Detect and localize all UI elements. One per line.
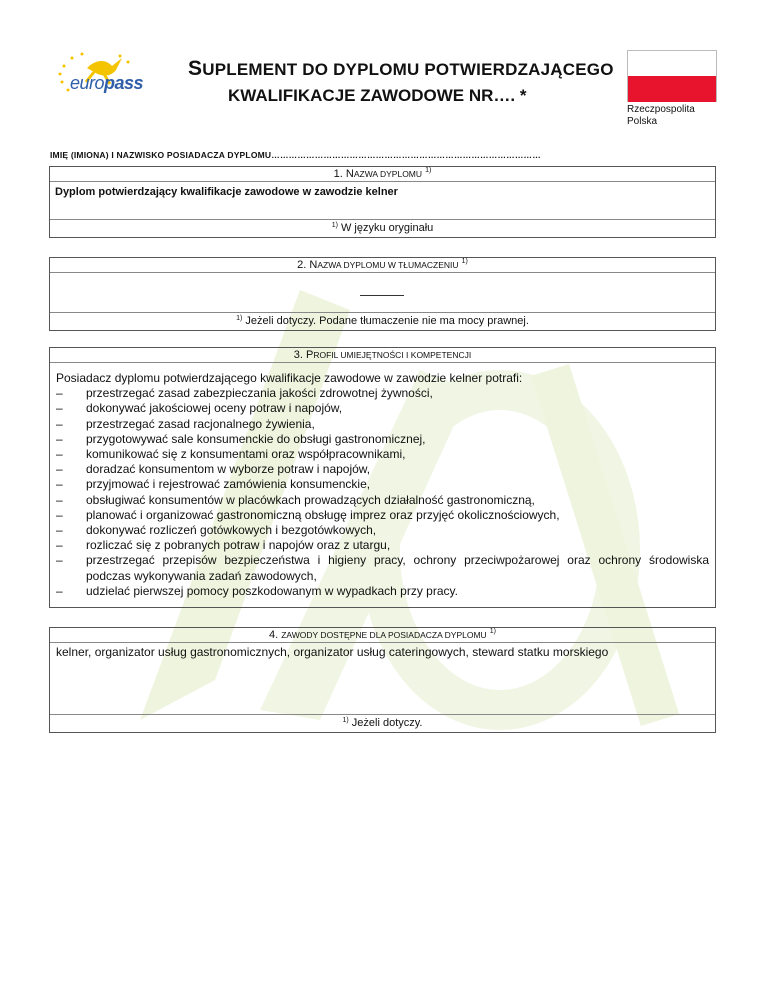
list-item: – planować i organizować gastronomiczną obsługę imprez oraz przyjęć okolicznościowych, [56, 508, 709, 523]
diploma-name-value: Dyplom potwierdzający kwalifikacje zawodowe w zawodzie kelner [55, 186, 398, 198]
document-title-line2: KWALIFIKACJE ZAWODOWE NR…. * [228, 86, 527, 105]
list-item: – obsługiwać konsumentów w placówkach prowadzących działalność gastronomiczną, [56, 493, 709, 508]
occupations-value: kelner, organizator usług gastronomicznych, organizator usług cateringowych, steward statku morskiego [56, 645, 609, 659]
europass-wordmark: europass [70, 73, 144, 93]
list-item: – komunikować się z konsumentami oraz współpracownikami, [56, 447, 709, 462]
section-header: 4. ZAWODY DOSTĘPNE DLA POSIADACZA DYPLOMU $^{1)}$ [50, 628, 715, 643]
section-footnote: $^{1)}$ Jeżeli dotyczy. Podane tłumaczenie nie ma mocy prawnej. [50, 312, 715, 330]
poland-flag-icon [627, 50, 717, 102]
list-item: – przygotowywać sale konsumenckie do obsługi gastronomicznej, [56, 432, 709, 447]
section-diploma-name [49, 166, 716, 238]
list-item: – dokonywać rozliczeń gotówkowych i bezgotówkowych, [56, 523, 709, 538]
list-item: – przestrzegać przepisów bezpieczeństwa i higieny pracy, ochrony przeciwpożarowej oraz ochrony środowiska podczas wykonywania zadań zawodowych, [56, 553, 709, 583]
list-item: – przestrzegać zasad zabezpieczania jakości zdrowotnej żywności, [56, 386, 709, 401]
holder-name-label: IMIĘ (IMIONA) I NAZWISKO POSIADACZA DYPLOMU………………………………………………………………………………… [50, 150, 541, 160]
list-item: – przyjmować i rejestrować zamówienia konsumenckie, [56, 477, 709, 492]
section-footnote: $^{1)}$ Jeżeli dotyczy. [50, 714, 715, 732]
list-item: – udzielać pierwszej pomocy poszkodowanym w wypadkach przy pracy. [56, 584, 709, 599]
empty-value-line [360, 295, 404, 296]
document-title-line1: SUPLEMENT DO DYPLOMU POTWIERDZAJĄCEGO [188, 57, 614, 80]
country-name: Rzeczpospolita Polska [627, 104, 695, 127]
list-item: – przestrzegać zasad racjonalnego żywienia, [56, 417, 709, 432]
list-item: – dokonywać jakościowej oceny potraw i napojów, [56, 401, 709, 416]
profile-intro: Posiadacz dyplomu potwierdzającego kwalifikacje zawodowe w zawodzie kelner potrafi: [56, 371, 523, 385]
list-item: – rozliczać się z pobranych potraw i napojów oraz z utargu, [56, 538, 709, 553]
list-item: – doradzać konsumentom w wyborze potraw i napojów, [56, 462, 709, 477]
section-skills-profile [49, 347, 716, 608]
section-diploma-translation [49, 257, 716, 331]
section-occupations [49, 627, 716, 733]
section-footnote: $^{1)}$ W języku oryginału [50, 219, 715, 237]
section-header: 1. NAZWA DYPLOMU $^{1)}$ [50, 167, 715, 182]
skills-list [56, 386, 709, 599]
section-header: 3. PROFIL UMIEJĘTNOŚCI I KOMPETENCJI [50, 348, 715, 363]
section-header: 2. NAZWA DYPLOMU W TŁUMACZENIU $^{1)}$ [50, 258, 715, 273]
